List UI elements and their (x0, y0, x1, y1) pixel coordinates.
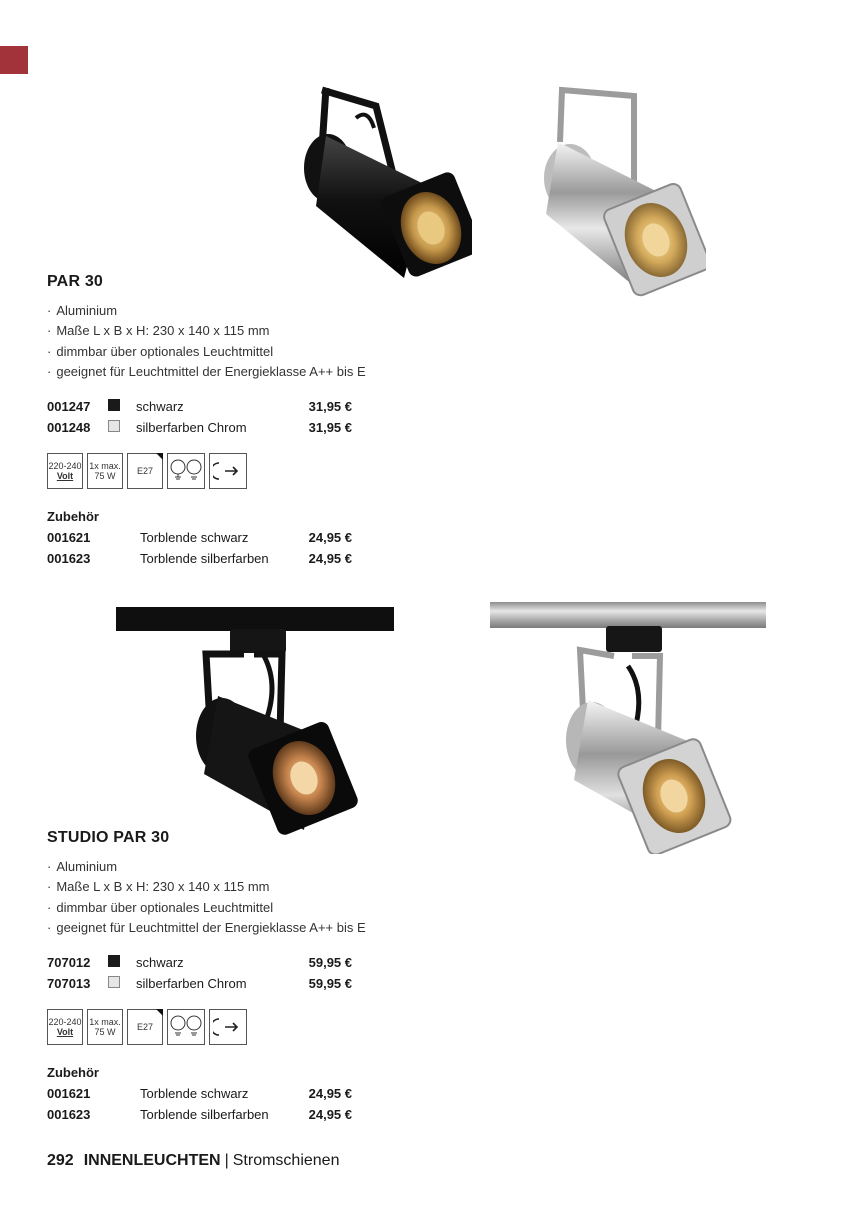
accessory-row (47, 1083, 387, 1104)
feature-item: · geeignet für Leuchtmittel der Energieklasse A++ bis E (47, 918, 387, 938)
page-number: 292 (47, 1152, 74, 1169)
article-number: 707012 (47, 955, 91, 971)
spec-icons (47, 453, 387, 491)
accessory-row (47, 548, 387, 569)
variant-row (47, 417, 387, 438)
variant-row (47, 396, 387, 417)
feature-item: · Aluminium (47, 857, 387, 877)
color-swatch-black (108, 399, 120, 411)
color-name: schwarz (136, 399, 184, 415)
socket-icon: E27 (127, 1009, 163, 1045)
article-number: 001621 (47, 1086, 91, 1102)
footer-separator: | (224, 1152, 229, 1169)
socket-icon: E27 (127, 453, 163, 489)
rotate-swivel-icon (209, 453, 247, 489)
feature-item: · Maße L x B x H: 230 x 140 x 115 mm (47, 321, 387, 341)
feature-item: · Aluminium (47, 301, 387, 321)
product-studio-par30 (47, 829, 387, 1125)
variant-table (47, 952, 387, 994)
feature-list (47, 857, 387, 938)
wattage-icon: 1x max. 75 W (87, 1009, 123, 1045)
price: 24,95 € (308, 1107, 352, 1123)
footer-subcategory: Stromschienen (232, 1152, 340, 1169)
accessories-title: Zubehör (47, 509, 99, 525)
par30-chrome-image (530, 82, 706, 298)
feature-item: · Maße L x B x H: 230 x 140 x 115 mm (47, 877, 387, 897)
feature-item: · dimmbar über optionales Leuchtmittel (47, 342, 387, 362)
variant-row (47, 973, 387, 994)
color-name: silberfarben Chrom (136, 420, 247, 436)
article-number: 001247 (47, 399, 91, 415)
par30-black-image (296, 78, 472, 286)
wattage-icon: 1x max. 75 W (87, 453, 123, 489)
accessory-name: Torblende silberfarben (140, 551, 269, 567)
article-number: 001248 (47, 420, 91, 436)
price: 24,95 € (308, 551, 352, 567)
product-title: PAR 30 (47, 273, 104, 290)
accessories (47, 1062, 387, 1125)
studio-par30-black-image (114, 604, 396, 844)
studio-par30-chrome-image (488, 600, 768, 854)
accessory-name: Torblende schwarz (140, 530, 249, 546)
article-number: 001623 (47, 551, 91, 567)
accessory-name: Torblende schwarz (140, 1086, 249, 1102)
price: 24,95 € (308, 530, 352, 546)
accessory-row (47, 1104, 387, 1125)
color-name: schwarz (136, 955, 184, 971)
variant-table (47, 396, 387, 438)
feature-item: · dimmbar über optionales Leuchtmittel (47, 898, 387, 918)
spec-icons (47, 1009, 387, 1047)
feature-list (47, 301, 387, 382)
article-number: 001621 (47, 530, 91, 546)
variant-row (47, 952, 387, 973)
article-number: 707013 (47, 976, 91, 992)
bulb-icon (167, 1009, 205, 1045)
color-swatch-chrome (108, 420, 120, 432)
accessories (47, 506, 387, 569)
rotate-swivel-icon (209, 1009, 247, 1045)
voltage-icon: 220-240 Volt (47, 1009, 83, 1045)
product-title: STUDIO PAR 30 (47, 829, 170, 846)
chapter-marker (0, 46, 28, 74)
price: 59,95 € (308, 976, 352, 992)
feature-item: · geeignet für Leuchtmittel der Energieklasse A++ bis E (47, 362, 387, 382)
product-par30 (47, 273, 387, 569)
bulb-icon (167, 453, 205, 489)
price: 59,95 € (308, 955, 352, 971)
page-footer (47, 1152, 339, 1170)
article-number: 001623 (47, 1107, 91, 1123)
accessory-row (47, 527, 387, 548)
color-swatch-black (108, 955, 120, 967)
price: 31,95 € (308, 399, 352, 415)
accessory-name: Torblende silberfarben (140, 1107, 269, 1123)
price: 31,95 € (308, 420, 352, 436)
price: 24,95 € (308, 1086, 352, 1102)
accessories-title: Zubehör (47, 1065, 99, 1081)
voltage-icon: 220-240 Volt (47, 453, 83, 489)
color-name: silberfarben Chrom (136, 976, 247, 992)
footer-category: INNENLEUCHTEN (83, 1152, 221, 1169)
color-swatch-chrome (108, 976, 120, 988)
